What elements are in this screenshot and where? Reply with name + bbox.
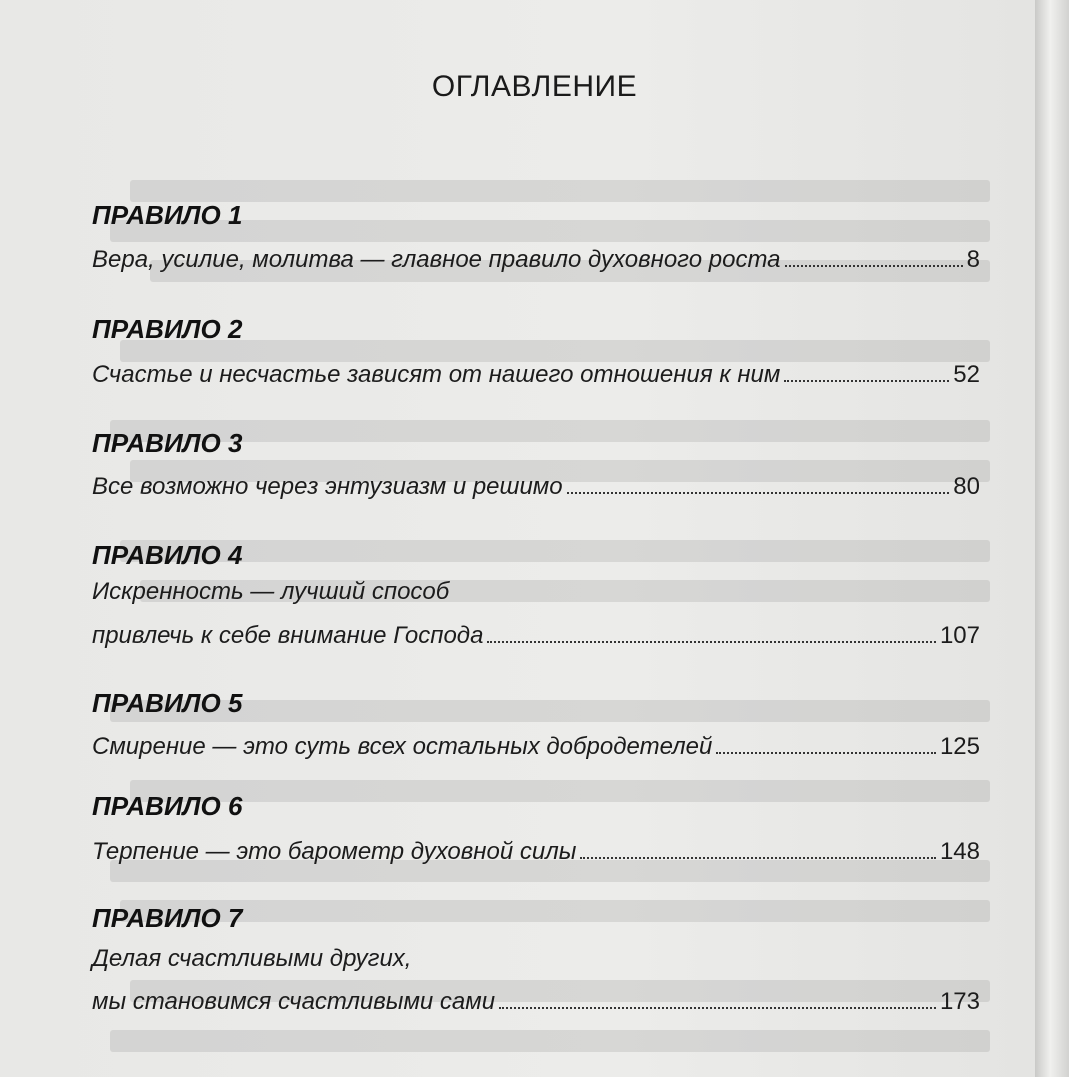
rule-heading: ПРАВИЛО 6	[92, 791, 243, 821]
entry-title: мы становимся счастливыми сами	[92, 988, 496, 1015]
dot-leader	[785, 264, 963, 267]
page-number: 173	[939, 988, 980, 1015]
page-number: 148	[939, 838, 980, 865]
toc-entry	[92, 361, 980, 389]
entry-title: Терпение — это барометр духовной силы	[92, 838, 577, 865]
page-number: 125	[939, 733, 980, 760]
toc-entry	[92, 473, 980, 501]
rule-heading: ПРАВИЛО 2	[92, 314, 243, 344]
dot-leader	[487, 640, 936, 643]
page-title: ОГЛАВЛЕНИЕ	[431, 70, 638, 103]
entry-title: Счастье и несчастье зависят от нашего отношения к ним	[92, 361, 781, 388]
dot-leader	[580, 856, 936, 859]
entry-title: Все возможно через энтузиазм и решимо	[92, 473, 563, 500]
toc-entry	[92, 988, 980, 1016]
entry-title-line: Делая счастливыми других,	[92, 945, 412, 972]
rule-heading: ПРАВИЛО 4	[92, 540, 243, 570]
dot-leader	[784, 379, 949, 382]
page-number: 52	[953, 361, 980, 388]
entry-title: Смирение — это суть всех остальных добродетелей	[92, 733, 713, 760]
entry-title-line: Искренность — лучший способ	[92, 578, 450, 605]
toc-entry	[92, 838, 980, 866]
page-number: 80	[953, 473, 980, 500]
toc-entry	[92, 246, 980, 274]
toc-entry	[92, 622, 980, 650]
entry-title: Вера, усилие, молитва — главное правило духовного роста	[92, 246, 781, 273]
rule-heading: ПРАВИЛО 5	[92, 688, 243, 718]
rule-heading: ПРАВИЛО 3	[92, 428, 243, 458]
dot-leader	[716, 751, 936, 754]
page-number: 107	[939, 622, 980, 649]
page-number: 8	[966, 246, 980, 273]
dot-leader	[567, 491, 950, 494]
toc-entry	[92, 733, 980, 761]
dot-leader	[499, 1006, 936, 1009]
entry-title: привлечь к себе внимание Господа	[92, 622, 484, 649]
book-spine-edge	[1035, 0, 1069, 1077]
rule-heading: ПРАВИЛО 1	[92, 200, 243, 230]
rule-heading: ПРАВИЛО 7	[92, 903, 243, 933]
